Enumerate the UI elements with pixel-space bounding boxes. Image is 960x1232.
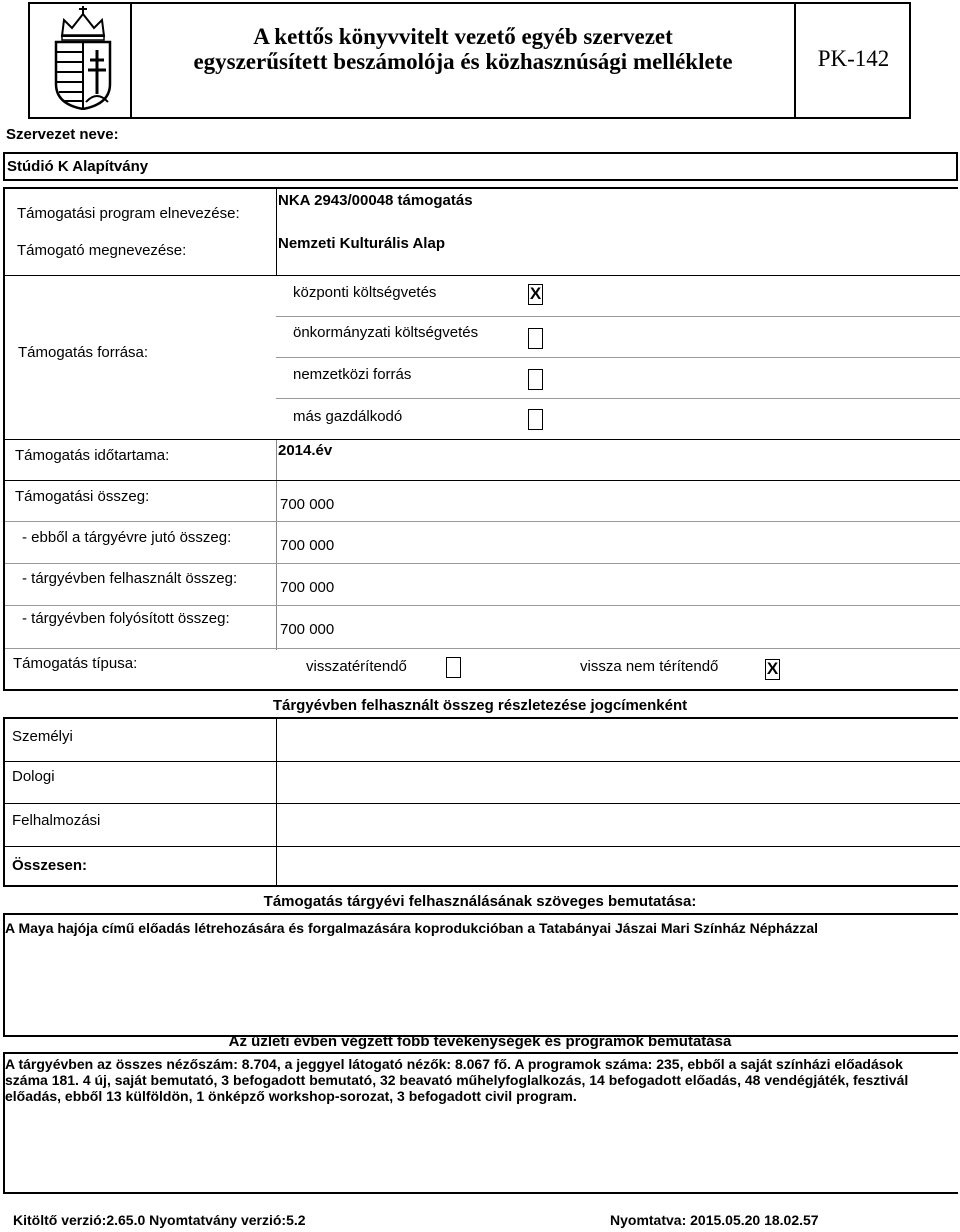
supporter-label: Támogató megnevezése:	[17, 242, 187, 259]
activities-title: Az üzleti évben végzett főbb tevékenységek és programok bemutatása	[228, 1033, 732, 1050]
source-central-budget-checkbox[interactable]: X	[529, 284, 542, 303]
usage-title: Támogatás tárgyévi felhasználásának szöveges bemutatása:	[263, 893, 697, 910]
source-option-label: nemzetközi forrás	[293, 366, 412, 383]
source-other-business-checkbox[interactable]	[528, 409, 543, 430]
duration-label: Támogatás időtartama:	[15, 447, 170, 464]
row-divider	[276, 398, 960, 399]
paid-amount-value[interactable]: 700 000	[280, 621, 335, 638]
type-refundable-checkbox[interactable]	[446, 657, 461, 678]
breakdown-table	[3, 717, 958, 887]
row-divider	[5, 563, 960, 564]
row-divider	[5, 480, 960, 481]
program-name-value[interactable]: NKA 2943/00048 támogatás	[278, 192, 473, 209]
row-divider	[5, 803, 960, 804]
source-option-label: önkormányzati költségvetés	[293, 324, 479, 341]
row-divider	[276, 316, 960, 317]
form-title-line2: egyszerűsített beszámolója és közhasznúsági melléklete	[193, 49, 733, 74]
used-amount-label: - tárgyévben felhasznált összeg:	[22, 570, 238, 587]
grant-amount-value[interactable]: 700 000	[280, 496, 335, 513]
duration-value[interactable]: 2014.év	[278, 442, 333, 459]
breakdown-personnel-label: Személyi	[12, 728, 73, 745]
row-divider	[5, 275, 960, 276]
program-name-label: Támogatási program elnevezése:	[17, 205, 240, 222]
grant-source-label: Támogatás forrása:	[18, 344, 149, 361]
grant-column-divider-lower	[276, 440, 277, 650]
grant-column-divider	[276, 189, 277, 275]
supporter-value[interactable]: Nemzeti Kulturális Alap	[278, 235, 445, 252]
footer-print-date: Nyomtatva: 2015.05.20 18.02.57	[610, 1212, 819, 1228]
type-nonrefundable-label: vissza nem térítendő	[580, 658, 719, 675]
breakdown-total-label: Összesen:	[12, 857, 88, 874]
usage-text: A Maya hajója című előadás létrehozására és forgalmazására koprodukcióban a Tatabányai Jászai Mari Színház Népházzal	[5, 920, 819, 936]
type-refundable-label: visszatérítendő	[306, 658, 407, 675]
source-international-checkbox[interactable]	[528, 369, 543, 390]
source-option-label: más gazdálkodó	[293, 408, 403, 425]
year-amount-label: - ebből a tárgyévre jutó összeg:	[22, 529, 232, 546]
form-title-line1: A kettős könyvvitelt vezető egyéb szervezet	[253, 24, 673, 49]
used-amount-value[interactable]: 700 000	[280, 579, 335, 596]
row-divider	[5, 761, 960, 762]
row-divider	[5, 648, 960, 649]
activities-text: A tárgyévben az összes nézőszám: 8.704, a jeggyel látogató nézők: 8.067 fő. A programok száma: 235, ebből a saját színházi előadások száma 181. 4 új, saját bemutató, 3 befogadott bemutató, 32 beavató műhelyfoglalkozás, 14 befogadott előadás, 48 vendégjáték, fesztivál előadás, ebből 13 külföldön, 1 önképző workshop-sorozat, 3 befogadott civil program.	[5, 1056, 909, 1104]
form-title	[132, 24, 794, 74]
footer-version: Kitöltő verzió:2.65.0 Nyomtatvány verzió:5.2	[13, 1212, 306, 1228]
hungarian-coat-of-arms-icon	[50, 6, 116, 110]
row-divider	[5, 439, 960, 440]
organization-name: Stúdió K Alapítvány	[7, 158, 149, 175]
grant-amount-label: Támogatási összeg:	[15, 488, 150, 505]
breakdown-title: Tárgyévben felhasznált összeg részletezése jogcímenként	[272, 697, 688, 714]
paid-amount-label: - tárgyévben folyósított összeg:	[22, 610, 230, 627]
year-amount-value[interactable]: 700 000	[280, 537, 335, 554]
breakdown-capital-label: Felhalmozási	[12, 812, 101, 829]
row-divider	[5, 605, 960, 606]
source-option-label: központi költségvetés	[293, 284, 437, 301]
source-municipal-budget-checkbox[interactable]	[528, 328, 543, 349]
row-divider	[5, 846, 960, 847]
form-code: PK-142	[817, 46, 890, 71]
row-divider	[276, 357, 960, 358]
row-divider	[5, 521, 960, 522]
organization-label: Szervezet neve:	[6, 126, 119, 143]
breakdown-material-label: Dologi	[12, 768, 55, 785]
type-nonrefundable-checkbox[interactable]: X	[766, 659, 779, 678]
grant-type-label: Támogatás típusa:	[13, 655, 138, 672]
